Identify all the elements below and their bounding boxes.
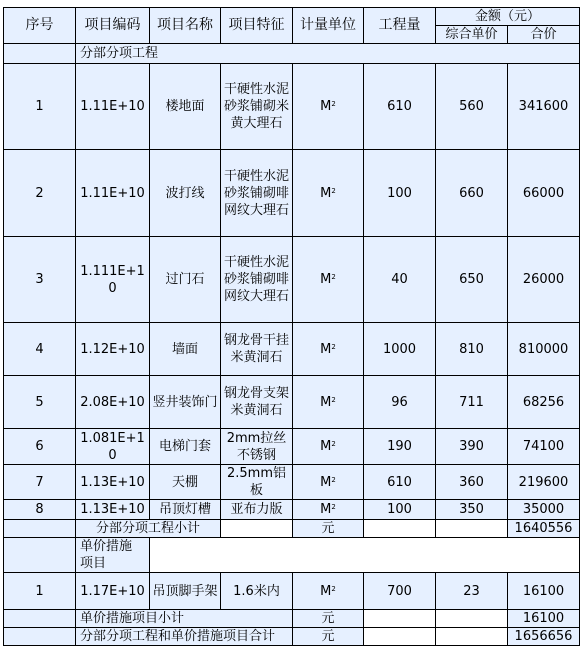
unit-exp: 2 [331,475,336,484]
cell-feature: 1.6米内 [221,573,293,610]
subtotal-empty-cell [436,520,508,538]
feature-text: 钢龙骨干挂米黄洞石 [223,333,289,365]
bill-of-quantities-table [3,7,580,646]
feature-text: 干硬性水泥砂浆铺砌啡网纹大理石 [223,255,289,304]
unit-exp: 2 [331,395,336,404]
cell-unit [293,64,364,150]
table-row [4,429,580,465]
cell-qty: 1000 [364,323,436,376]
cell-seq: 4 [4,323,76,376]
cell-code: 2.08E+10 [76,376,150,429]
subtotal-spacer-cell [4,520,76,538]
cell-code: 1.11E+10 [76,64,150,150]
cell-unit [293,500,364,520]
cell-feature: 2.5mm铝板 [221,465,293,500]
unit-exp: 2 [331,273,336,281]
table-row [4,465,580,500]
unit-base: M [320,99,332,114]
cell-price: 23 [436,573,508,610]
cell-total: 16100 [508,573,580,610]
subtotal-empty-cell [364,520,436,538]
subtotal-empty-cell [364,610,436,628]
feature-text: 干硬性水泥砂浆铺砌啡网纹大理石 [223,168,289,218]
cell-qty: 610 [364,64,436,150]
cell-unit [293,150,364,237]
cell-unit [293,465,364,500]
cell-code: 1.17E+10 [76,573,150,610]
cell-qty: 610 [364,465,436,500]
cell-seq: 7 [4,465,76,500]
cell-seq: 2 [4,150,76,237]
cell-price: 390 [436,429,508,465]
grand-total-empty-cell [364,628,436,646]
subtotal-spacer-cell [4,610,76,628]
cell-qty: 700 [364,573,436,610]
cell-name [150,573,221,610]
header-row-top [4,8,580,26]
cell-name: 天棚 [150,465,221,500]
cell-name: 墙面 [150,323,221,376]
subtotal-measures-total: 16100 [508,610,580,628]
section-row-items [4,44,580,64]
grand-total-value: 1656656 [508,628,580,646]
cell-total: 26000 [508,237,580,323]
cell-seq: 5 [4,376,76,429]
subtotal-items-total: 1640556 [508,520,580,538]
section-title-items: 分部分项工程 [76,44,580,64]
subtotal-row-measures [4,610,580,628]
grand-total-spacer-cell [4,628,76,646]
table-row [4,323,580,376]
table-row [4,376,580,429]
cell-qty: 100 [364,150,436,237]
feature-text: 干硬性水泥砂浆铺砌米黄大理石 [223,82,289,131]
cell-feature [221,376,293,429]
unit-exp: 2 [331,503,336,511]
table-row [4,500,580,520]
cell-seq: 1 [4,573,76,610]
cell-feature [221,237,293,323]
section-title-measures-text: 单价措施项目 [80,539,133,571]
cell-total: 68256 [508,376,580,429]
subtotal-measures-unit: 元 [293,610,364,628]
cell-feature [221,150,293,237]
unit-exp: 2 [331,342,336,351]
cell-name [150,376,221,429]
col-header-unit-price: 综合单价 [436,26,508,44]
subtotal-measures-label: 单价措施项目小计 [76,610,293,628]
cell-seq: 8 [4,500,76,520]
col-header-total: 合价 [508,26,580,44]
table-row [4,150,580,237]
unit-base: M [320,185,332,201]
table-row [4,573,580,610]
section-empty-cell [150,538,580,573]
cell-unit [293,429,364,465]
unit-exp: 2 [331,100,336,108]
cell-price: 711 [436,376,508,429]
subtotal-row-items [4,520,580,538]
cell-feature [221,64,293,150]
section-spacer-cell [4,538,76,573]
cell-code: 1.111E+10 [76,237,150,323]
cell-seq: 1 [4,64,76,150]
cell-total: 219600 [508,465,580,500]
col-header-qty: 工程量 [364,8,436,44]
subtotal-items-unit: 元 [293,520,364,538]
unit-base: M [320,502,332,517]
cell-total: 341600 [508,64,580,150]
unit-base: M [320,272,332,287]
unit-exp: 2 [331,584,336,593]
cell-unit [293,237,364,323]
cell-code: 1.081E+10 [76,429,150,465]
cell-name: 吊顶灯槽 [150,500,221,520]
col-header-code: 项目编码 [76,8,150,44]
cell-total: 810000 [508,323,580,376]
cell-feature: 亚布力版 [221,500,293,520]
unit-base: M [320,474,332,490]
grand-total-label: 分部分项工程和单价措施项目合计 [76,628,293,646]
cell-feature [221,429,293,465]
cell-feature [221,323,293,376]
cell-code: 1.13E+10 [76,465,150,500]
col-header-unit: 计量单位 [293,8,364,44]
cell-price: 360 [436,465,508,500]
col-header-name: 项目名称 [150,8,221,44]
cell-price: 810 [436,323,508,376]
cell-total: 74100 [508,429,580,465]
unit-base: M [320,583,332,599]
subtotal-empty-cell [221,520,293,538]
cell-name: 过门石 [150,237,221,323]
cell-price: 650 [436,237,508,323]
grand-total-unit: 元 [293,628,364,646]
cell-price: 660 [436,150,508,237]
table-row [4,237,580,323]
cell-total: 66000 [508,150,580,237]
cell-code: 1.13E+10 [76,500,150,520]
cell-unit [293,376,364,429]
feature-text: 钢龙骨支架米黄洞石 [223,386,289,418]
cell-qty: 100 [364,500,436,520]
section-title-measures [76,538,150,573]
unit-base: M [320,394,332,410]
subtotal-items-label: 分部分项工程小计 [76,520,221,538]
cell-code: 1.12E+10 [76,323,150,376]
table-row [4,64,580,150]
cell-seq: 3 [4,237,76,323]
cell-qty: 190 [364,429,436,465]
unit-base: M [320,341,332,357]
cell-unit [293,573,364,610]
cell-price: 350 [436,500,508,520]
cell-name: 楼地面 [150,64,221,150]
col-header-feature: 项目特征 [221,8,293,44]
cell-seq: 6 [4,429,76,465]
col-header-seq: 序号 [4,8,76,44]
name-text: 竖井装饰门 [152,394,218,410]
cell-name: 波打线 [150,150,221,237]
cell-qty: 96 [364,376,436,429]
unit-exp: 2 [331,186,336,195]
section-spacer-cell [4,44,76,64]
grand-total-row [4,628,580,646]
cell-qty: 40 [364,237,436,323]
unit-exp: 2 [331,440,336,448]
subtotal-empty-cell [436,610,508,628]
name-text: 吊顶脚手架 [152,583,218,599]
grand-total-empty-cell [436,628,508,646]
feature-text: 2mm拉丝不锈钢 [226,430,287,463]
cell-unit [293,323,364,376]
unit-base: M [320,439,332,454]
cell-total: 35000 [508,500,580,520]
cell-code: 1.11E+10 [76,150,150,237]
cell-price: 560 [436,64,508,150]
section-row-measures [4,538,580,573]
col-header-amount: 金额（元） [436,8,580,26]
cell-name: 电梯门套 [150,429,221,465]
